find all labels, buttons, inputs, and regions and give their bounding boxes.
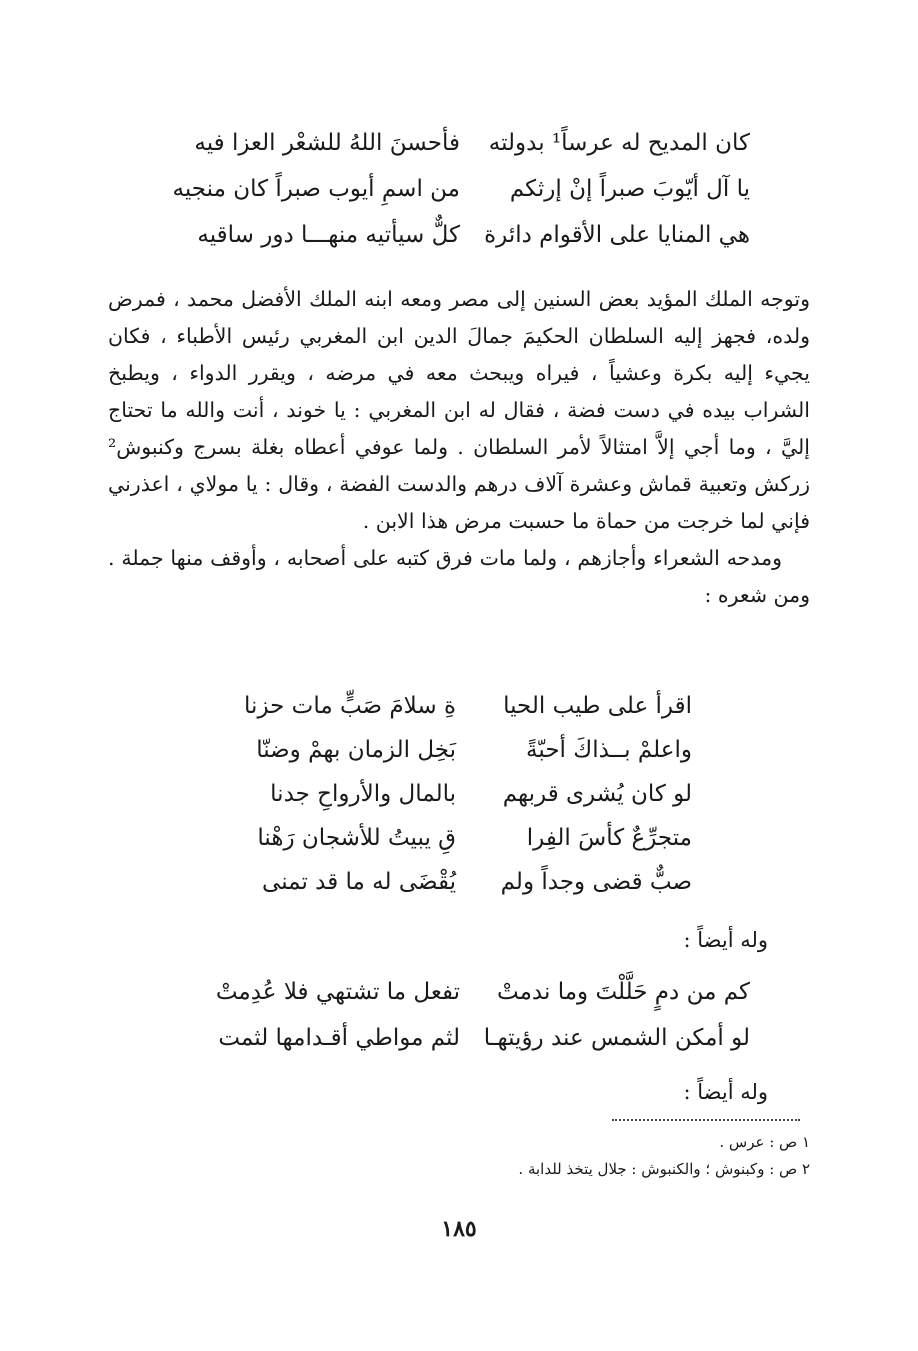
- paragraph-2: ومدحه الشعراء وأجازهم ، ولما مات فرق كتبه على أصحابه ، وأوقف منها جملة . ومن شعره :: [108, 546, 810, 607]
- verse: [0, 730, 918, 770]
- hemistich-first: واعلمْ بــذاكَ أحبّةً: [526, 737, 692, 763]
- main-text: [108, 281, 810, 614]
- verse: [0, 1018, 918, 1058]
- hemistich-second: يُقْضَى له ما قد تمنى: [262, 869, 456, 895]
- footnote-2: ٢ ص : وكبنوش ؛ والكنبوش : جلال يتخذ للدابة .: [518, 1160, 810, 1178]
- hemistich-first: اقرأ على طيب الحيا: [503, 693, 692, 719]
- hemistich-first: متجرِّعٌ كأسَ الفِرا: [526, 825, 692, 851]
- hemistich-second: تفعل ما تشتهي فلا عُدِمتْ: [215, 979, 460, 1005]
- page-number: ١٨٥: [441, 1216, 477, 1242]
- verse: [0, 169, 918, 209]
- verse: [0, 818, 918, 858]
- hemistich-second: كلٌّ سيأتيه منهـــا دور ساقيه: [197, 222, 460, 248]
- hemistich-first: لو أمكن الشمس عند رؤيتهـا: [483, 1025, 750, 1051]
- verse: [0, 972, 918, 1012]
- paragraph-1: وتوجه الملك المؤيد بعض السنين إلى مصر ومعه ابنه الملك الأفضل محمد ، فمرض ولده، فجهز إليه السلطان الحكيمَ جمالَ الدين ابن المغربي رئيس الأطباء ، فكان يجيء إليه بكرة وعشياً ، فيراه ويبحث معه في مرضه ، ويقرر الدواء ، ويطبخ الشراب بيده في دست فضة ، فقال له ابن المغربي : يا خوند ، أنت والله ما تحتاج إليَّ ، وما أجي إلاَّ امتثالاً لأمر السلطان . ولما عوفي أعطاه بغلة بسرج وكنبوش² زركش وتعبية قماش وعشرة آلاف درهم والدست الفضة ، وقال : يا مولاي ، اعذرني فإني لما خرجت من حماة ما حسبت مرض هذا الابن .: [108, 287, 810, 533]
- verse: [0, 686, 918, 726]
- verse: [0, 215, 918, 255]
- hemistich-first: كم من دمٍ حَلَّلْتَ وما ندمتْ: [497, 979, 750, 1005]
- hemistich-second: بالمال والأرواحِ جدنا: [270, 781, 456, 807]
- hemistich-second: قِ يبيتُ للأشجان رَهْنا: [257, 825, 456, 851]
- poem-intro: وله أيضاً :: [683, 1080, 768, 1104]
- hemistich-second: لثم مواطي أقـدامها لثمت: [218, 1025, 460, 1051]
- hemistich-second: ةِ سلامَ صَبٍّ مات حزنا: [244, 693, 456, 719]
- footnote-separator: [612, 1119, 800, 1121]
- poem-intro: وله أيضاً :: [683, 928, 768, 952]
- verse: [0, 774, 918, 814]
- verse: [0, 123, 918, 163]
- hemistich-second: من اسمِ أيوب صبراً كان منجيه: [172, 176, 460, 202]
- verse: [0, 862, 918, 902]
- hemistich-first: هي المنايا على الأقوام دائرة: [484, 222, 750, 248]
- hemistich-first: لو كان يُشرى قربهم: [502, 781, 692, 807]
- hemistich-first: يا آل أيّوبَ صبراً إنْ إرثكم: [509, 176, 750, 202]
- hemistich-first: كان المديح له عرساً¹ بدولته: [488, 130, 750, 156]
- hemistich-first: صبٌّ قضى وجداً ولم: [500, 869, 692, 895]
- footnote-1: ١ ص : عرس .: [719, 1133, 810, 1151]
- hemistich-second: فأحسنَ اللهُ للشعْر العزا فيه: [194, 130, 460, 156]
- hemistich-second: بَخِل الزمان بهمْ وضنّا: [256, 737, 456, 763]
